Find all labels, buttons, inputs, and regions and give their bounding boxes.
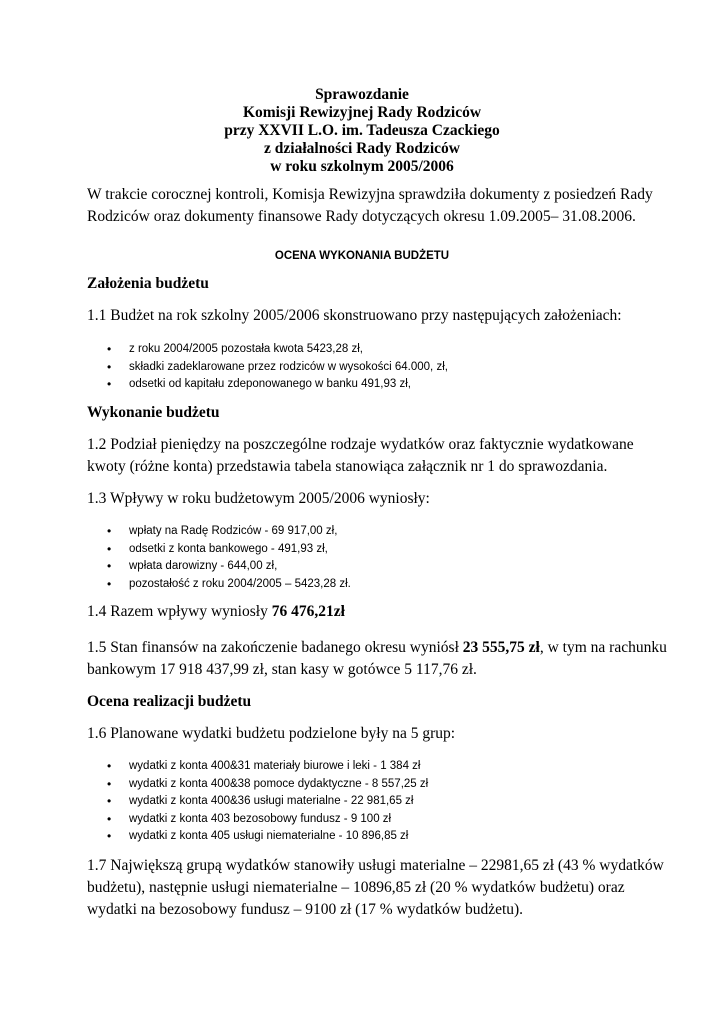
list-item: • wydatki z konta 403 bezosobowy fundusz - 9 100 zł bbox=[107, 811, 428, 829]
bullet-icon: • bbox=[107, 377, 112, 391]
title-line: Sprawozdanie bbox=[315, 86, 409, 103]
evaluation-heading: Ocena realizacji budżetu bbox=[87, 693, 252, 710]
list-item: • pozostałość z roku 2004/2005 – 5423,28 zł. bbox=[107, 576, 351, 594]
section-heading: OCENA WYKONANIA BUDŻETU bbox=[274, 250, 450, 262]
bullet-icon: • bbox=[107, 342, 112, 356]
total-income-amount: 76 476,21zł bbox=[271, 603, 345, 620]
bullet-icon: • bbox=[107, 759, 112, 773]
title-line: z działalności Rady Rodziców bbox=[264, 140, 460, 157]
list-item: • wpłata darowizny - 644,00 zł, bbox=[107, 558, 351, 576]
text-line: kwoty (różne konta) przedstawia tabela stanowiąca załącznik nr 1 do sprawozdania. bbox=[87, 458, 608, 475]
expenses-list bbox=[107, 758, 428, 846]
bullet-icon: • bbox=[107, 829, 112, 843]
text-line: W trakcie corocznej kontroli, Komisja Rewizyjna sprawdziła dokumenty z posiedzeń Rady bbox=[87, 186, 653, 203]
assumptions-list bbox=[107, 341, 448, 394]
text-line: Rodziców oraz dokumenty finansowe Rady dotyczących okresu 1.09.2005– 31.08.2006. bbox=[87, 208, 636, 225]
paragraph-1-1 bbox=[87, 305, 647, 327]
paragraph-1-5: 1.5 Stan finansów na zakończenie badanego okresu wyniósł 23 555,75 zł, w tym na rachunku bankowym 17 918 437,99 zł, stan kasy w gotówce 5 117,76 zł. bbox=[87, 637, 647, 681]
list-item: • odsetki od kapitału zdeponowanego w banku 491,93 zł, bbox=[107, 376, 448, 394]
income-list bbox=[107, 523, 351, 593]
balance-amount: 23 555,75 zł bbox=[462, 639, 540, 656]
list-item: • z roku 2004/2005 pozostała kwota 5423,28 zł, bbox=[107, 341, 448, 359]
list-item: • składki zadeklarowane przez rodziców w wysokości 64.000, zł, bbox=[107, 359, 448, 377]
intro-paragraph bbox=[87, 184, 653, 228]
bullet-icon: • bbox=[107, 359, 112, 374]
bullet-icon: • bbox=[107, 524, 112, 538]
title-line: przy XXVII L.O. im. Tadeusza Czackiego bbox=[224, 122, 500, 139]
bullet-icon: • bbox=[107, 794, 112, 808]
paragraph-1-7 bbox=[87, 855, 664, 921]
list-item: • wydatki z konta 400&31 materiały biurowe i leki - 1 384 zł bbox=[107, 758, 428, 776]
bullet-icon: • bbox=[107, 541, 112, 556]
bullet-icon: • bbox=[107, 576, 112, 591]
paragraph-1-6 bbox=[87, 723, 647, 745]
list-item: • wydatki z konta 405 usługi niematerialne - 10 896,85 zł bbox=[107, 828, 428, 846]
bullet-icon: • bbox=[107, 776, 112, 791]
text-line: budżetu), następnie usługi niematerialne – 10896,85 zł (20 % wydatków budżetu) oraz bbox=[87, 879, 625, 896]
text-line: 1.3 Wpływy w roku budżetowym 2005/2006 wyniosły: bbox=[87, 490, 430, 507]
paragraph-1-4: 1.4 Razem wpływy wyniosły 76 476,21zł bbox=[87, 603, 345, 620]
bullet-icon: • bbox=[107, 559, 112, 573]
text-line: 1.6 Planowane wydatki budżetu podzielone były na 5 grup: bbox=[87, 725, 456, 742]
text-line: 1.7 Największą grupą wydatków stanowiły usługi materialne – 22981,65 zł (43 % wydatków bbox=[87, 857, 664, 874]
text-line: 1.1 Budżet na rok szkolny 2005/2006 skonstruowano przy następujących założeniach: bbox=[87, 307, 622, 324]
paragraph-1-3 bbox=[87, 488, 647, 510]
assumptions-heading: Założenia budżetu bbox=[87, 275, 209, 292]
list-item: • wydatki z konta 400&38 pomoce dydaktyczne - 8 557,25 zł bbox=[107, 776, 428, 794]
text-line: 1.2 Podział pieniędzy na poszczególne rodzaje wydatków oraz faktycznie wydatkowane bbox=[87, 436, 634, 453]
title-line: Komisji Rewizyjnej Rady Rodziców bbox=[242, 104, 482, 121]
text-line: wydatki na bezosobowy fundusz – 9100 zł (17 % wydatków budżetu). bbox=[87, 901, 524, 918]
report-title bbox=[0, 86, 724, 176]
list-item: • wydatki z konta 400&36 usługi materialne - 22 981,65 zł bbox=[107, 793, 428, 811]
paragraph-1-2 bbox=[87, 434, 647, 478]
title-line: w roku szkolnym 2005/2006 bbox=[270, 158, 454, 175]
bullet-icon: • bbox=[107, 811, 112, 826]
list-item: • wpłaty na Radę Rodziców - 69 917,00 zł, bbox=[107, 523, 351, 541]
execution-heading: Wykonanie budżetu bbox=[87, 404, 220, 421]
text-line: bankowym 17 918 437,99 zł, stan kasy w gotówce 5 117,76 zł. bbox=[87, 661, 477, 678]
list-item: • odsetki z konta bankowego - 491,93 zł, bbox=[107, 541, 351, 559]
